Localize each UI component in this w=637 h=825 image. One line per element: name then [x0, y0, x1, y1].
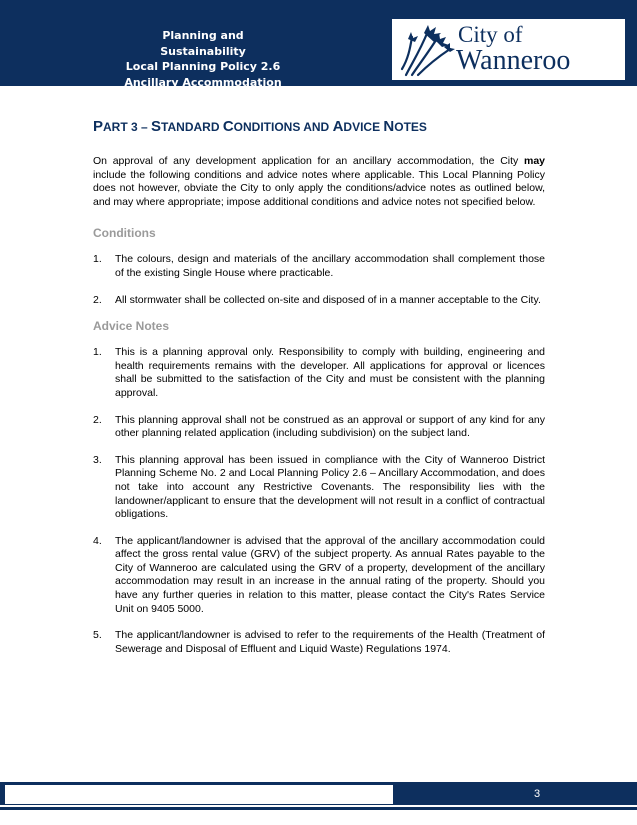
kangaroo-paw-logo-icon	[398, 23, 456, 77]
header-line-3: Ancillary Accommodation	[124, 75, 282, 89]
conditions-heading: Conditions	[93, 226, 156, 241]
advice-notes-heading: Advice Notes	[93, 319, 170, 334]
section-title: PART 3 – STANDARD CONDITIONS AND ADVICE NOTES	[93, 118, 427, 135]
list-item: 2. This planning approval shall not be construed as an approval or support of any kind for any other planning related application (including subdivision) on the subject land.	[93, 413, 545, 440]
page-content	[93, 117, 545, 656]
emphasis-may: may	[523, 155, 545, 167]
conditions-list	[93, 253, 545, 307]
intro-paragraph: On approval of any development application for an ancillary accommodation, the City may include the following conditions and advice notes where applicable. This Local Planning Policy does not however, obviate the City to only apply the conditions/advice notes as outlined below, and may where appropriate; impose additional conditions and advice notes not specified below.	[93, 155, 545, 208]
list-item: 3. This planning approval has been issued in compliance with the City of Wanneroo District Planning Scheme No. 2 and Local Planning Policy 2.6 – Ancillary Accommodation, and does not take into account any Restrictive Covenants. The responsibility lies with the landowner/applicant to ensure that the development will not result in a conflict of contractual obligations.	[93, 453, 545, 521]
list-item: 1. The colours, design and materials of the ancillary accommodation shall complement those of the existing Single House where practicable.	[93, 253, 545, 279]
document-title-block	[118, 28, 288, 90]
list-item: 1. This is a planning approval only. Responsibility to comply with building, engineering and health requirements remains with the developer. All applications for approval or licences shall be submitted to the satisfaction of the City and must be consistent with the planning approval.	[93, 346, 545, 399]
city-logo	[392, 19, 625, 80]
list-item: 5. The applicant/landowner is advised to refer to the requirements of the Health (Treatment of Sewerage and Disposal of Effluent and Liquid Waste) Regulations 1974.	[93, 629, 545, 655]
footer-panel	[5, 785, 393, 804]
header-line-2: Local Planning Policy 2.6	[125, 60, 281, 73]
logo-name-text: Wanneroo	[456, 45, 571, 76]
page-number: 3	[534, 788, 541, 800]
advice-notes-list	[93, 346, 545, 656]
list-item: 4. The applicant/landowner is advised that the approval of the ancillary accommodation could affect the gross rental value (GRV) of the subject property. As annual Rates payable to the City of Wanneroo are calculated using the GRV of a property, development of the ancillary accommodation may result in an increase in the annual rating of the property. Should you have any further queries in relation to this matter, please contact the City's Rates Service Unit on 9405 5000.	[93, 534, 545, 615]
footer-rule	[0, 807, 637, 810]
logo-city-text: City of	[458, 22, 523, 47]
list-item: 2. All stormwater shall be collected on-site and disposed of in a manner acceptable to the City.	[93, 293, 541, 306]
header-line-1: Planning and Sustainability	[160, 29, 246, 58]
